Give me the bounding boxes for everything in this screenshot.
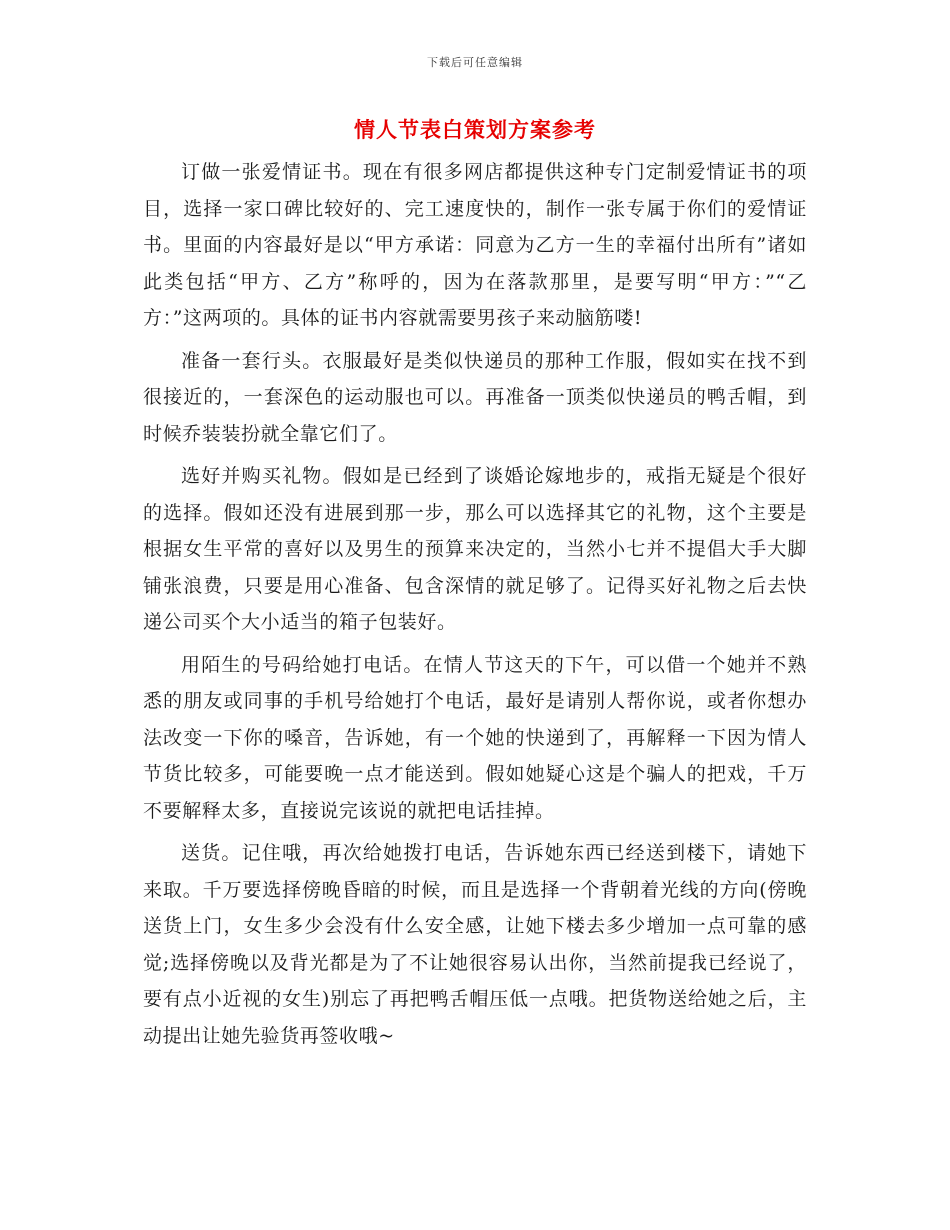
- document-title: 情人节表白策划方案参考: [354, 117, 596, 142]
- document-body: [143, 154, 807, 1060]
- paragraph-gift: 选好并购买礼物。假如是已经到了谈婚论嫁地步的，戒指无疑是个很好的选择。假如还没有进展到那一步，那么可以选择其它的礼物，这个主要是根据女生平常的喜好以及男生的预算来决定的，当然小七并不提倡大手大脚铺张浪费，只要是用心准备、包含深情的就足够了。记得买好礼物之后去快递公司买个大小适当的箱子包装好。: [143, 465, 807, 633]
- paragraph-outfit: 准备一套行头。衣服最好是类似快递员的那种工作服，假如实在找不到很接近的，一套深色的运动服也可以。再准备一顶类似快递员的鸭舌帽，到时候乔装装扮就全靠它们了。: [143, 349, 807, 445]
- page-header-note: 下载后可任意编辑: [427, 56, 523, 69]
- paragraph-certificate: 订做一张爱情证书。现在有很多网店都提供这种专门定制爱情证书的项目，选择一家口碑比较好的、完工速度快的，制作一张专属于你们的爱情证书。里面的内容最好是以“甲方承诺：同意为乙方一生的幸福付出所有”诸如此类包括“甲方、乙方”称呼的，因为在落款那里，是要写明“甲方：”“乙方：”这两项的。具体的证书内容就需要男孩子来动脑筋喽!: [143, 161, 807, 329]
- paragraph-phone-call: 用陌生的号码给她打电话。在情人节这天的下午，可以借一个她并不熟悉的朋友或同事的手机号给她打个电话，最好是请别人帮你说，或者你想办法改变一下你的嗓音，告诉她，有一个她的快递到了，再解释一下因为情人节货比较多，可能要晚一点才能送到。假如她疑心这是个骗人的把戏，千万不要解释太多，直接说完该说的就把电话挂掉。: [143, 653, 807, 822]
- paragraph-delivery: 送货。记住哦，再次给她拨打电话，告诉她东西已经送到楼下，请她下来取。千万要选择傍晚昏暗的时候，而且是选择一个背朝着光线的方向(傍晚送货上门，女生多少会没有什么安全感，让她下楼去多少增加一点可靠的感觉;选择傍晚以及背光都是为了不让她很容易认出你，当然前提我已经说了，要有点小近视的女生)别忘了再把鸭舌帽压低一点哦。把货物送给她之后，主动提出让她先验货再签收哦~: [143, 842, 807, 1047]
